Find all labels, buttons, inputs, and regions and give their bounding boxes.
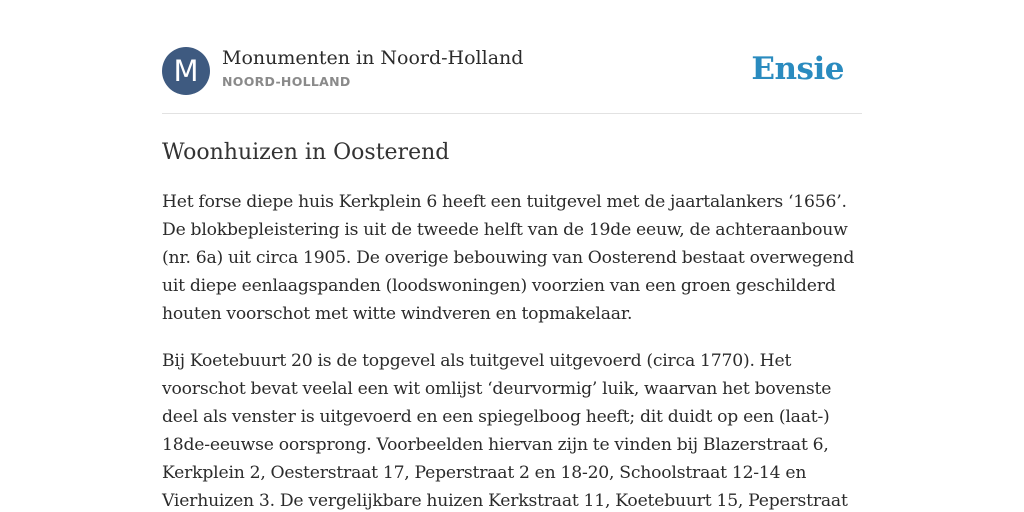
header-divider <box>162 113 862 114</box>
brand-logo[interactable]: Ensie <box>751 51 844 87</box>
article-paragraph: Bij Koetebuurt 20 is de topgevel als tuitgevel uitgevoerd (circa 1770). Het voorschot bevat veelal een wit omlijst ‘deurvormig’ luik, waarvan het bovenste deel als venster is uitgevoerd en een spiegelboog heeft; dit duidt op een (laat-) 18de-eeuwse oorsprong. Voorbeelden hiervan zijn te vinden bij Blazerstraat 6, Kerkplein 2, Oesterstraat 17, Peperstraat 2 en 18-20, Schoolstraat 12-14 en Vierhuizen 3. De vergelijkbare huizen Kerkstraat 11, Koetebuurt 15, Peperstraat <box>162 351 848 511</box>
header <box>162 46 862 96</box>
site-subtitle[interactable]: NOORD-HOLLAND <box>222 74 351 89</box>
avatar[interactable]: M <box>162 47 210 95</box>
article-title: Woonhuizen in Oosterend <box>162 140 450 165</box>
article-paragraph: Het forse diepe huis Kerkplein 6 heeft een tuitgevel met de jaartalankers ‘1656’. De blokbepleistering is uit de tweede helft van de 19de eeuw, de achteraanbouw (nr. 6a) uit circa 1905. De overige bebouwing van Oosterend bestaat overwegend uit diepe eenlaagspanden (loodswoningen) voorzien van een groen geschilderd houten voorschot met witte windveren en topmakelaar. <box>162 192 855 324</box>
article <box>162 137 862 512</box>
site-title[interactable]: Monumenten in Noord-Holland <box>222 47 524 69</box>
